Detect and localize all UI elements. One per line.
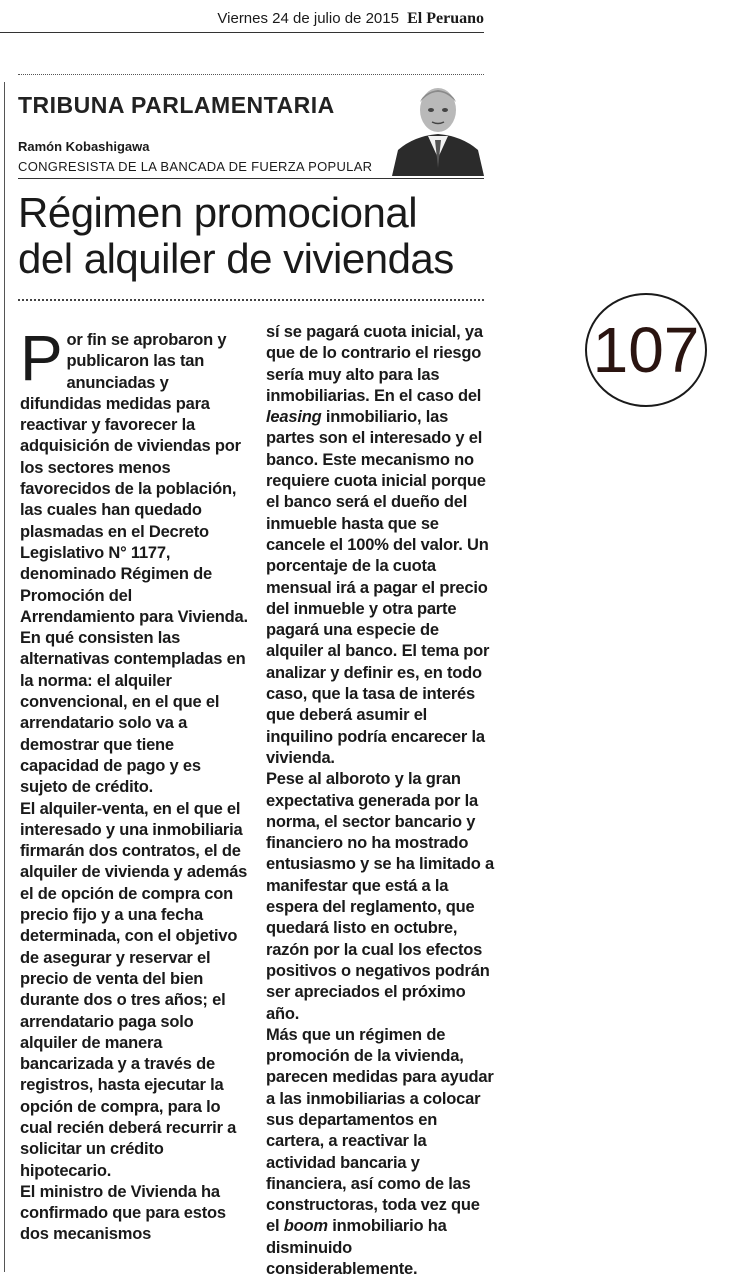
paragraph: Pese al alboroto y la gran expectativa generada por la norma, el sector bancario y financiero no ha mostrado entusiasmo y se ha limitado a manifestar que está a la espera del reglamento, que quedará listo en octubre, razón por la cual los efectos positivos o negativos podrán ser apreciados el próximo año.: [266, 770, 495, 1023]
headline-divider: [18, 299, 484, 301]
handwritten-number: 107: [592, 314, 700, 386]
header-rule: [0, 32, 484, 33]
paragraph: Más que un régimen de promoción de la vivienda, parecen medidas para ayudar a las inmobiliarias a colocar sus departamentos en cartera, a reactivar la actividad bancaria y financiera, así como de las constructoras, toda vez que el boom inmobiliario ha disminuido considerablemente.: [266, 1025, 494, 1279]
byline-rule: [18, 178, 484, 179]
article-column-2: [266, 322, 496, 1280]
paragraph: En qué consisten las alternativas contempladas en la norma: el alquiler convencional, en el que el arrendatario solo va a demostrar que tiene capacidad de pago y es sujeto de crédito.: [20, 629, 246, 797]
author-name: Ramón Kobashigawa: [18, 139, 150, 154]
headline: [18, 190, 488, 282]
article-column-1: [20, 322, 250, 1246]
author-role: CONGRESISTA DE LA BANCADA DE FUERZA POPULAR: [18, 159, 373, 174]
dotted-divider: [18, 74, 484, 75]
page-margin-rule: [4, 82, 5, 1272]
newspaper-name: El Peruano: [407, 10, 484, 27]
drop-cap: P: [20, 322, 63, 394]
headline-line-2: del alquiler de viviendas: [18, 235, 454, 282]
section-title: TRIBUNA PARLAMENTARIA: [18, 92, 335, 118]
paragraph: El alquiler-venta, en el que el interesado y una inmobiliaria firmarán dos contratos, el de alquiler de vivienda y además el de opción de compra con precio fijo y a una fecha determinada, con el objetivo de asegurar y reservar el precio de venta del bien durante dos o tres años; el arrendatario paga solo alquiler de manera bancarizada y a través de registros, hasta ejecutar la opción de compra, para lo cual recién deberá recurrir a solicitar un crédito hipotecario.: [20, 799, 248, 1180]
author-photo: [392, 80, 484, 176]
page-header: [0, 10, 484, 28]
paragraph: El ministro de Vivienda ha confirmado que para estos dos mecanismos: [20, 1182, 226, 1244]
header-date: Viernes 24 de julio de 2015: [217, 10, 399, 27]
headline-line-1: Régimen promocional: [18, 189, 418, 236]
handwritten-number-stamp: [580, 290, 710, 410]
paragraph: sí se pagará cuota inicial, ya que de lo contrario el riesgo sería muy alto para las inmobiliarias. En el caso del leasing inmobiliario, las partes son el interesado y el banco. Este mecanismo no requiere cuota inicial porque el banco será el dueño del inmueble hasta que se cancele el 100% del valor. Un porcentaje de la cuota mensual irá a pagar el precio del inmueble y otra parte pagará una especie de alquiler al banco. El tema por analizar y definir es, en todo caso, que la tasa de interés que deberá asumir el inquilino podría encarecer la vivienda.: [266, 323, 490, 767]
paragraph: or fin se aprobaron y publicaron las tan anunciadas y difundidas medidas para reactivar y favorecer la adquisición de viviendas por los sectores menos favorecidos de la población, las cuales han quedado plasmadas en el Decreto Legislativo N° 1177, denominado Régimen de Promoción del Arrendamiento para Vivienda.: [20, 331, 248, 626]
